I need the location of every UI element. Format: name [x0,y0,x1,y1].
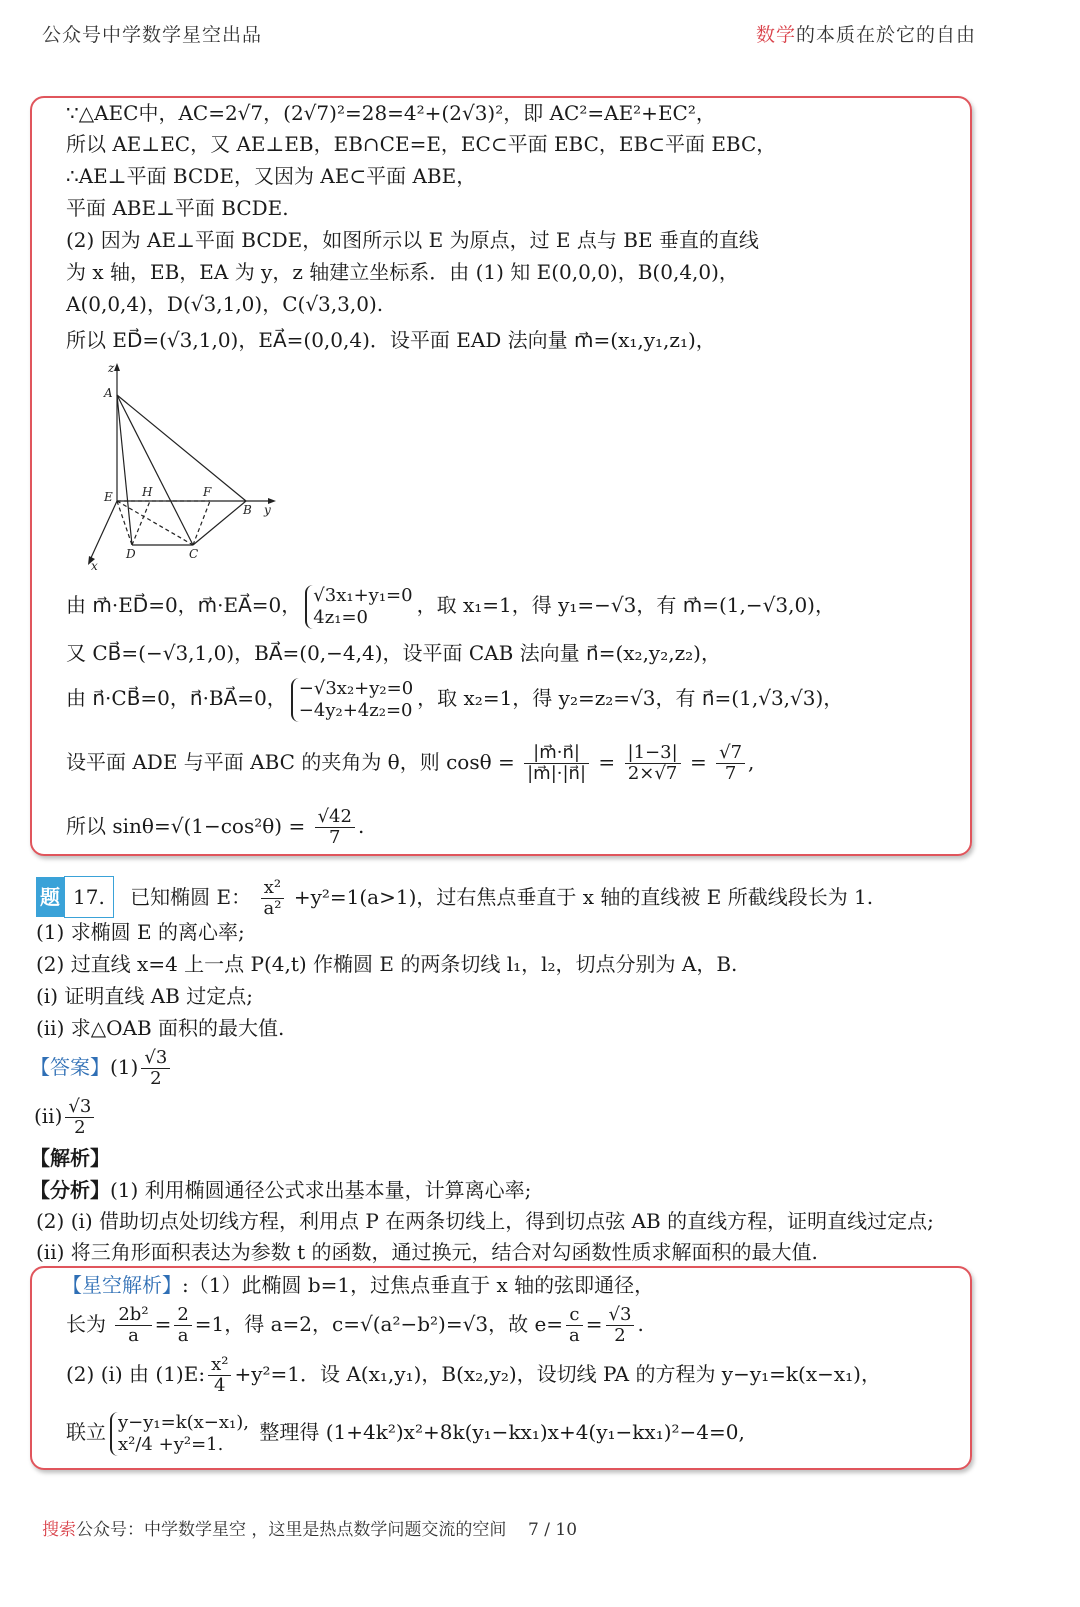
box2-l2b: = [154,1312,172,1336]
x-axis [90,501,117,560]
system-1 [305,585,412,629]
box1-line-1: ∵△AEC中，AC=2√7，(2√7)²=28=4²+(2√3)²，即 AC²=AE²+EC²， [66,101,716,125]
sys1-row1: √3x₁+y₁=0 [313,584,413,606]
box2-l4a: 联立 [66,1420,106,1444]
fig-label-A: A [104,386,113,400]
box2-frac-5-num: x² [208,1355,231,1376]
cos-frac-3-den: 7 [724,763,737,784]
fig-label-C: C [189,547,199,561]
page-number: 7 / 10 [528,1520,578,1540]
box1-line-8: 所以 ED⃗=(√3,1,0)，EA⃗=(0,0,4)．设平面 EAD 法向量 m⃗=(x₁,y₁,z₁)， [66,328,716,352]
header-right-text [756,20,976,47]
box2-frac-5 [208,1355,231,1396]
box2-frac-4 [606,1305,635,1346]
answer-line-1 [30,1045,173,1089]
q17-stem-frac-num: x² [261,878,285,899]
answer-1-frac [141,1048,170,1089]
box1-line-13: 所以 sinθ=√(1−cos²θ) = $\frac{√42}{7}$ . [66,806,365,848]
box2-l3b: +y²=1．设 A(x₁,y₁)，B(x₂,y₂)，设切线 PA 的方程为 y−y₁=k(x−x₁)， [234,1362,881,1386]
box1-line-9b: ，取 x₁=1，得 y₁=−√3，有 m⃗=(1,−√3,0)， [416,593,835,617]
answer-line-2 [34,1094,97,1138]
box2-label: 【星空解析】 [62,1273,182,1297]
box2-line-2 [66,1301,644,1347]
fenxi-label: 【分析】 [30,1178,110,1202]
sys1-row2: 4z₁=0 [313,606,368,628]
cos-frac-3-num: √7 [716,743,745,764]
fig-label-E: E [104,490,113,504]
answer-1-prefix: (1) [110,1055,139,1079]
box2-frac-5-den: 4 [214,1375,226,1396]
header-right-rest: 的本质在於它的自由 [795,24,976,46]
system-3 [110,1412,249,1456]
box1-line-9a: 由 m⃗·ED⃗=0，m⃗·EA⃗=0， [66,593,302,617]
sin-frac [315,807,355,848]
q17-part-2: (2) 过直线 x=4 上一点 P(4,t) 作椭圆 E 的两条切线 l₁，l₂，切点分别为 A，B. [36,952,738,976]
box2-l3a: (2) (ⅰ) 由 (1)E: [66,1362,206,1386]
answer-1-den: 2 [150,1068,162,1089]
cos-frac-1-den: |m⃗|·|n⃗| [527,763,587,784]
fig-label-y: y [264,503,271,517]
fig-label-D: D [126,547,136,561]
box2-l2a: 长为 [66,1312,106,1336]
sin-frac-num: √42 [315,807,355,828]
box2-frac-2 [174,1305,191,1346]
box1-line-9 [66,580,835,630]
q17-part-4: (ⅱ) 求△OAB 面积的最大值. [36,1016,285,1040]
sin-frac-den: 7 [329,827,341,848]
footer-text: 公众号：中学数学星空 ，这里是热点数学问题交流的空间 [76,1520,507,1540]
cos-frac-2-num: |1−3| [625,743,681,764]
answer-2-frac [65,1097,94,1138]
coordinate-figure [80,360,290,575]
question-number: 17. [64,876,114,918]
fig-label-z: z [108,361,115,375]
fenxi-line-1 [30,1177,531,1203]
sys2-row2: −4y₂+4z₂=0 [298,699,413,721]
q17-part-1: (1) 求椭圆 E 的离心率; [36,920,245,944]
box2-frac-1 [115,1305,151,1346]
header-left-text: 公众号中学数学星空出品 [42,24,263,46]
answer-2-prefix: (ⅱ) [34,1104,63,1128]
jiexi-heading: 【解析】 [30,1146,110,1170]
cos-frac-1 [524,743,589,784]
footer-red: 搜索 [42,1520,76,1540]
box1-line-2: 所以 AE⊥EC，又 AE⊥EB，EB∩CE=E，EC⊂平面 EBC，EB⊂平面 EBC， [66,132,777,156]
box1-line-5: (2) 因为 AE⊥平面 BCDE，如图所示以 E 为原点，过 E 点与 BE 垂直的直线 [66,228,759,252]
header-right-red: 数学 [755,24,796,46]
answer-2-den: 2 [74,1117,86,1138]
box1-line-12a: 设平面 ADE 与平面 ABC 的夹角为 θ，则 cosθ = [66,750,515,774]
box2-line-1 [62,1272,654,1298]
box2-l2d: = [585,1312,603,1336]
box1-line-6: 为 x 轴，EB，EA 为 y，z 轴建立坐标系．由 (1) 知 E(0,0,0)，B(0,4,0)， [66,260,739,284]
q17-stem-b: +y²=1(a>1)，过右焦点垂直于 x 轴的直线被 E 所截线段长为 1. [293,885,874,909]
q17-stem-frac-den: a² [263,898,282,919]
box2-frac-1-num: 2b² [115,1305,151,1326]
box1-line-13a: 所以 sinθ=√(1−cos²θ) = [66,814,306,838]
box1-line-10: 又 CB⃗=(−√3,1,0)，BA⃗=(0,−4,4)，设平面 CAB 法向量 n⃗=(x₂,y₂,z₂)， [66,641,721,665]
box1-line-3: ∴AE⊥平面 BCDE，又因为 AE⊂平面 ABE， [66,164,477,188]
fig-label-F: F [203,485,212,499]
q17-part-3: (ⅰ) 证明直线 AB 过定点; [36,984,253,1008]
box2-line-4 [66,1406,745,1458]
box2-frac-3-num: c [566,1305,583,1326]
box2-frac-3 [566,1305,583,1346]
cos-frac-3 [716,743,745,784]
box1-line-12: 设平面 ADE 与平面 ABC 的夹角为 θ，则 cosθ = $\frac{|m⃗\cdot n⃗|}{|m⃗|\cdot|n⃗|}$ = $\frac{|1-3|}{2\times√7}$ = $\frac{√7}{7}$ , [66,742,755,784]
box2-frac-2-den: a [177,1325,189,1346]
box1-line-11b: ，取 x₂=1，得 y₂=z₂=√3，有 n⃗=(1,√3,√3)， [417,686,844,710]
system-2 [291,678,413,722]
box1-line-7: A(0,0,4)，D(√3,1,0)，C(√3,3,0). [66,292,384,316]
answer-label: 【答案】 [30,1055,110,1079]
box2-line-1-text: :（1）此椭圆 b=1，过焦点垂直于 x 轴的弦即通径， [182,1273,655,1297]
q17-stem-a: 已知椭圆 E： [130,885,252,909]
sys3-row1: y−y₁=k(x−x₁), [118,1411,249,1433]
box2-line-3 [66,1352,881,1396]
cos-frac-1-num: |m⃗·n⃗| [524,743,589,764]
sys2-row1: −√3x₂+y₂=0 [298,677,414,699]
question-17-stem [36,876,873,919]
sys3-row2: x²/4 +y²=1. [118,1433,224,1455]
box2-l2c: =1，得 a=2，c=√(a²−b²)=√3，故 e= [194,1312,564,1336]
box2-frac-4-den: 2 [614,1325,626,1346]
box1-line-11a: 由 n⃗·CB⃗=0，n⃗·BA⃗=0， [66,686,287,710]
box2-l4b: 整理得 (1+4k²)x²+8k(y₁−kx₁)x+4(y₁−kx₁)²−4=0, [259,1420,745,1444]
fenxi-line-2: (2) (i) 借助切点处切线方程，利用点 P 在两条切线上，得到切点弦 AB 的直线方程，证明直线过定点; [36,1209,934,1233]
box1-line-11 [66,673,843,723]
box2-frac-1-den: a [128,1325,139,1346]
question-badge: 题 [36,877,64,917]
box2-frac-4-num: √3 [606,1305,635,1326]
q17-stem-frac [261,878,285,919]
fig-label-B: B [243,503,252,517]
fig-label-x: x [91,559,98,573]
footer [42,1515,577,1540]
fenxi-text-1: (1) 利用椭圆通径公式求出基本量，计算离心率; [110,1178,532,1202]
answer-2-num: √3 [65,1097,94,1118]
cos-frac-2-den: 2×√7 [627,763,678,784]
box2-frac-2-num: 2 [174,1305,191,1326]
box2-l2e: . [637,1312,644,1336]
fig-label-H: H [142,485,153,499]
answer-1-num: √3 [141,1048,170,1069]
box2-frac-3-den: a [569,1325,580,1346]
box1-line-4: 平面 ABE⊥平面 BCDE. [66,196,289,220]
fenxi-line-3: (ii) 将三角形面积表达为参数 t 的函数，通过换元，结合对勾函数性质求解面积的最大值. [36,1240,818,1264]
cos-frac-2 [625,743,681,784]
